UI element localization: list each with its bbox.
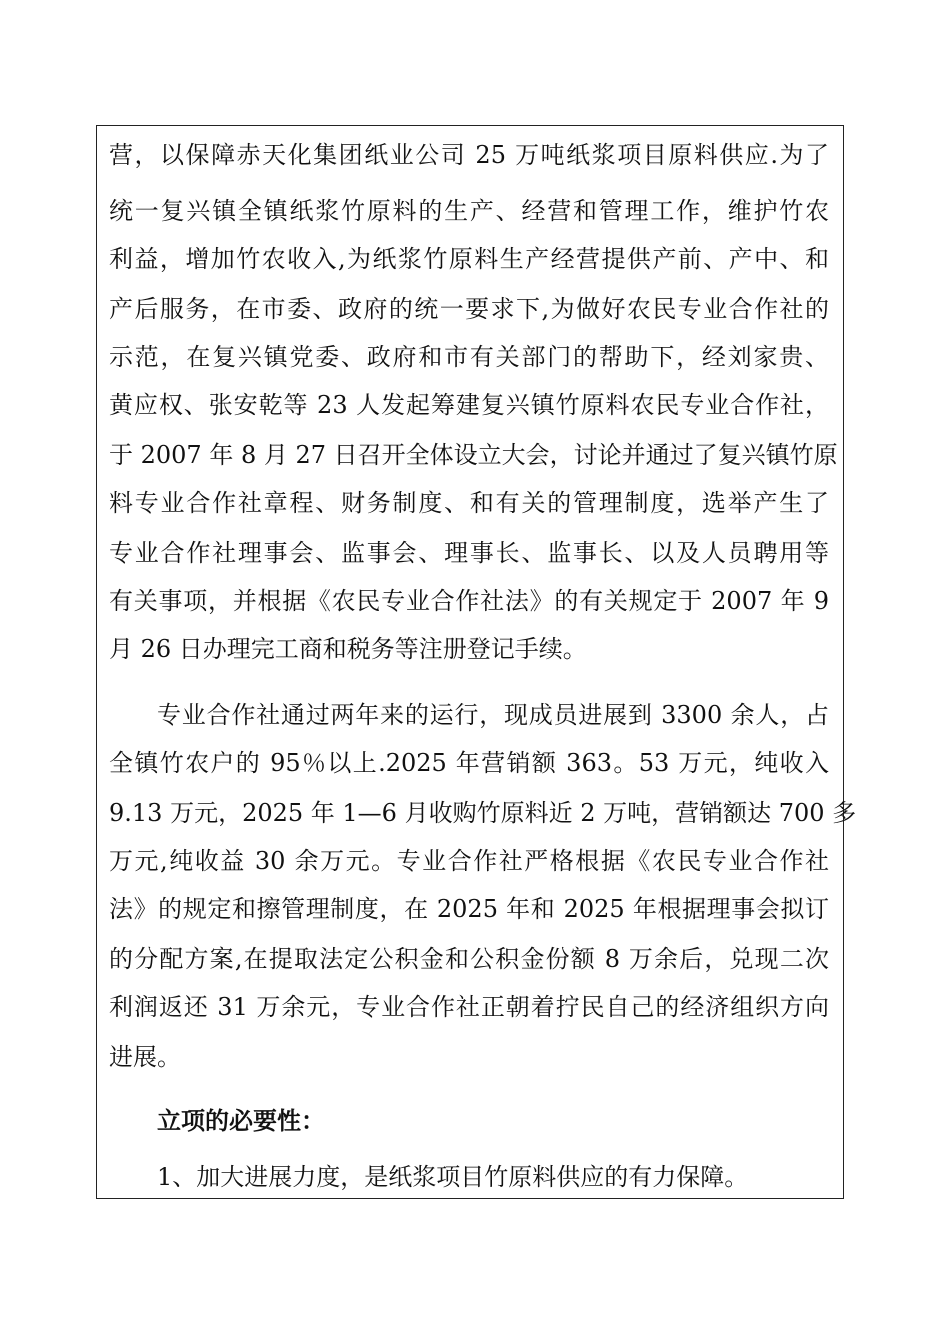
text-line: 统一复兴镇全镇纸浆竹原料的生产、经营和管理工作，维护竹农: [109, 197, 829, 225]
text-line: 专业合作社理事会、监事会、理事长、监事长、以及人员聘用等: [109, 539, 829, 567]
text-line: 利益，增加竹农收入,为纸浆竹原料生产经营提供产前、产中、和: [109, 245, 829, 273]
text-line: 9.13 万元，2025 年 1—6 月收购竹原料近 2 万吨，营销额达 700 多: [109, 799, 857, 827]
text-line: 万元,纯收益 30 余万元。专业合作社严格根据《农民专业合作社: [109, 847, 829, 875]
text-line: 营，以保障赤天化集团纸业公司 25 万吨纸浆项目原料供应.为了: [109, 141, 829, 169]
text-line: 利润返还 31 万余元，专业合作社正朝着拧民自己的经济组织方向: [109, 993, 829, 1021]
text-line: 示范，在复兴镇党委、政府和市有关部门的帮助下，经刘家贵、: [109, 343, 829, 371]
text-line: 产后服务，在市委、政府的统一要求下,为做好农民专业合作社的: [109, 295, 829, 323]
text-line: 料专业合作社章程、财务制度、和有关的管理制度，选举产生了: [109, 489, 829, 517]
list-item: 1、加大进展力度，是纸浆项目竹原料供应的有力保障。: [157, 1163, 749, 1191]
text-line: 法》的规定和擦管理制度，在 2025 年和 2025 年根据理事会拟订: [109, 895, 829, 923]
text-line: 有关事项，并根据《农民专业合作社法》的有关规定于 2007 年 9: [109, 587, 829, 615]
text-line: 专业合作社通过两年来的运行，现成员进展到 3300 余人，占: [157, 701, 829, 729]
text-line: 黄应权、张安乾等 23 人发起筹建复兴镇竹原料农民专业合作社，: [109, 391, 829, 419]
text-line: 的分配方案,在提取法定公积金和公积金份额 8 万余后，兑现二次: [109, 945, 829, 973]
text-line: 月 26 日办理完工商和税务等注册登记手续。: [109, 635, 587, 663]
document-frame: [96, 125, 857, 1199]
section-heading: 立项的必要性：: [157, 1107, 325, 1135]
text-line: 于 2007 年 8 月 27 日召开全体设立大会，讨论并通过了复兴镇竹原: [109, 441, 838, 469]
text-line: 全镇竹农户的 95％以上.2025 年营销额 363。53 万元，纯收入: [109, 749, 829, 777]
text-line: 进展。: [109, 1043, 181, 1071]
